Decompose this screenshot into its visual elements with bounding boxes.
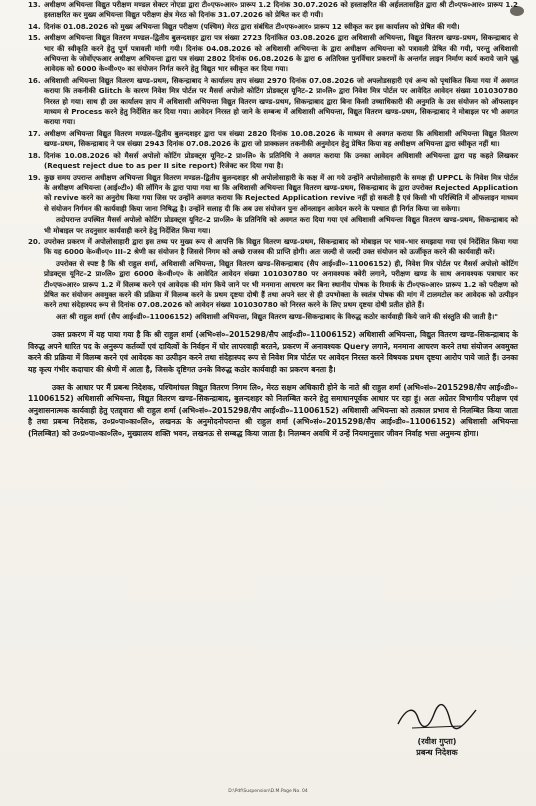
item-text: दिनांक 01.08.2026 को मुख्य अभियन्ता विद्युत परीक्षण (पश्चिम) मेरठ द्वारा संबंधित टी०एफ०आर० प्रारूप 12 स्वीकृत कर इस कार्यालय को प्रेषित की गयी।: [44, 21, 460, 31]
item-text: अधीक्षण अभियन्ता विद्युत परीक्षण मण्डल सेक्टर नोएडा द्वारा टी०एफ०आर० प्रारूप 1.2 दिनांक 30.07.2026 को हस्ताक्षरित की अर्हलतासहित द्वारा श्री टी०एफ०आर० प्रारूप 1.2 हस्ताक्षरित कर मुख्य अभियन्ता विद्युत परीक्षण क्षेत्र मेरठ को दिनांक 31.07.2026 को प्रेषित कर दी गयी।: [44, 0, 518, 20]
item-number: 16.: [28, 75, 41, 85]
signatory-name: (रवीश गुप्ता): [417, 737, 457, 746]
numbered-list: [28, 0, 518, 214]
item-number: 13.: [28, 0, 41, 9]
item-number: 20.: [28, 236, 41, 246]
item-number: 18.: [28, 150, 41, 160]
handwritten-signature: [392, 700, 482, 734]
list-item-15: [28, 33, 518, 75]
footer-file-code: D:\Pdf\Suspension\D.M.Page No. 04: [228, 789, 308, 794]
list-item-19: [28, 173, 518, 215]
item-number: 17.: [28, 128, 41, 138]
item-text: कुछ समय उपरान्त अधीक्षण अभियन्ता विद्युत वितरण मण्डल–द्वितीय बुलन्दशहर श्री अपोलोसाहारी के कक्ष में आ गये उन्होंने अपोलोसाहारी के समक्ष ही UPPCL के निवेश मित्र पोर्टल के अधीक्षण अभियन्ता (आई०टी०) की लॉगिन के द्वारा पाया गया था कि अधिशासी अभियन्ता विद्युत वितरण खण्ड–प्रथम, सिकन्द्राबाद के द्वारा उपरोक्त Rejected Application को revive करने का अनुरोध किया गया जिस पर उन्होंने अवगत कराया कि Rejected Application revive नहीं हो सकती है एवं किसी भी परिस्थिति में ऑफलाइन माध्यम से संयोजन निर्गमन की कार्यवाही किया जाना निषिद्ध है। उन्होंने सलाह दी कि अब उस संयोजन पुनः ऑनलाइन आवेदन करने के पश्चात ही निर्गत किया जा सकेगा।: [44, 172, 518, 213]
numbered-list-2: [28, 237, 518, 258]
document-body: [28, 0, 518, 440]
item-number: 15.: [28, 33, 41, 43]
list-item-17: [28, 129, 518, 150]
list-item-16: [28, 76, 518, 128]
item-text: अधिशासी अभियन्ता विद्युत वितरण खण्ड–प्रथम, सिकन्द्राबाद ने कार्यालय ज्ञाप संख्या 2970 दिनांक 07.08.2026 जो अपलोडसहारी एवं अन्य को पृथांकित किया गया में अवगत कराया कि तकनीकी Glitch के कारण निवेश मित्र पोर्टल पर मैसर्स अपोलो कोटिंग प्रोडक्ट्स यूनिट–2 प्रा०लि० द्वारा निवेश मित्र पोर्टल पर आवेदित आवेदन संख्या 101030780 निरस्त हो गया। साथ ही उस कार्यालय ज्ञाप में अधिशासी अभियन्ता विद्युत वितरण खण्ड–प्रथम, सिकन्द्राबाद द्वारा बिना किसी उच्चाधिकारी की अनुमति के उस संयोजन को ऑफलाइन माध्यम से Process करने हेतु निर्देशित कर दिया गया। आवेदन निरस्त हो जाने के सम्बन्ध में अधिशासी अभियन्ता, विद्युत वितरण खण्ड–प्रथम, सिकन्द्राबाद ने मोबाइल पर भी अवगत कराया गया।: [44, 75, 518, 127]
item-number: 14.: [28, 21, 41, 31]
paragraph-recommendation: अतः श्री राहुल शर्मा (सैप आई०डी०–11006152) अधिशासी अभियन्ता, विद्युत वितरण खण्ड–सिकन्द्राबाद के विरुद्ध कठोर कार्यवाही किये जाने की संस्तुति की जाती है।": [56, 311, 498, 321]
paragraph-findings: उक्त प्रकरण में यह पाया गया है कि श्री राहुल शर्मा (अभि०सं०–2015298/सैप आई०डी०–11006152) अधिशासी अभियन्ता, विद्युत वितरण खण्ड–सिकन्द्राबाद के विरुद्ध अपने धारित पद के अनुरूप कर्तव्यों एवं दायित्वों के निर्वहन में घोर लापरवाही बरतने, प्रकरण में अनावश्यक Query लगाने, मनमाना आचरण करने तथा संयोजन अवमुक्त करने की प्रक्रिया में विलम्ब करने एवं आवेदक का उत्पीड़न करने तथा संदेहास्पद रूप से निवेश मित्र पोर्टल पर आवेदन निरस्त करने विषयक प्रथम दृष्टया आरोप पाये जाते हैं। उनका यह कृत्य गंभीर कदाचार की श्रेणी में आता है, जिसके दृष्टिगत उनके विरुद्ध कठोर कार्यवाही का प्रकरण बनता है।: [28, 330, 518, 374]
item-number: 19.: [28, 172, 41, 182]
list-item-14: [28, 22, 518, 32]
paragraph-after-19: तदोपरान्त उपस्थित मैसर्स अपोलो कोटिंग प्रोडक्ट्स यूनिट–2 प्रा०लि० के प्रतिनिधि को अवगत करा दिया गया एवं अधिशासी अभियन्ता विद्युत वितरण खण्ड–प्रथम, सिकन्द्राबाद को भी मोबाइल पर तदनुसार कार्यवाही करने हेतु निर्देशित किया गया।: [44, 215, 518, 235]
item-text: उपरोक्त प्रकरण में अपोलोसाहारी द्वारा इस तथ्य पर मुख्य रूप से आपत्ति कि विद्युत वितरण खण्ड–प्रथम, सिकन्द्राबाद को मोबाइल पर भाव–भार समझाया गया एवं निर्देशित किया गया कि यह 6000 के०वी०ए० III–2 श्रेणी का संयोजन है जिससे निगम को अच्छे राजस्व की प्राप्ति होगी। अतः जल्दी से जल्दी उक्त संयोजन को ऊर्जीकृत करने की कार्यवाही करें।: [44, 236, 518, 257]
list-item-20: [28, 237, 518, 258]
paragraph-conclusion: उपरोक्त से स्पष्ट है कि श्री राहुल शर्मा, अधिशासी अभियन्ता, विद्युत वितरण खण्ड–सिकन्द्राबाद (सैप आई०डी०–11006152) ही, निवेश मित्र पोर्टल पर मैसर्स अपोलो कोटिंग प्रोडक्ट्स यूनिट–2 प्रा०लि० द्वारा 6000 के०वी०ए० के आवेदित आवेदन संख्या 101030780 पर अनावश्यक क्वेरी लगाने, परीक्षण खण्ड के साथ अनावश्यक पत्राचार कर टी०एफ०आर० प्रारूप 1.2 में विलम्ब करने एवं आवेदक की मांग किये जाने पर भी मनमाना आचरण कर बिना स्थानीय पोषक के रिमार्क के टी०एफ०आर० प्रारूप 1.2 को परीक्षण को प्रेषित कर संयोजन अवमुक्त करने की प्रक्रिया में विलम्ब करने के प्रथम दृष्टया दोषी हैं तथा अपने स्तर से ही उपभोक्ता के स्वतंत्र पोषक की मांग में टालमटोल कर आवेदक को उत्पीड़न करने तथा संदेहास्पद रूप से दिनांक 07.08.2026 को आवेदन संख्या 101030780 को निरस्त करने के लिए प्रथम दृष्टया दोषी प्रतीत होते हैं।: [44, 258, 518, 310]
list-item-18: [28, 151, 518, 172]
list-item-13: [28, 0, 518, 21]
paragraph-order: उक्त के आधार पर मैं प्रबन्ध निदेशक, पश्चिमांचल विद्युत वितरण निगम लि०, मेरठ सक्षम अधिकारी होने के नाते श्री राहुल शर्मा (अभि०सं०–2015298/सैप आई०डी०–11006152) अधिशासी अभियन्ता, विद्युत वितरण खण्ड–सिकन्द्राबाद, बुलन्दशहर को निलम्बित करने हेतु समाधानपूर्वक आधार पर रहा हूं। अतः अग्रेतर विभागीय परीक्षण एवं अनुशासनात्मक कार्यवाही हेतु एतद्द्वारा श्री राहुल शर्मा (अभि०सं०–2015298/सैप आई०डी०–11006152) अधिशासी अभियन्ता को तत्काल प्रभाव से निलम्बित किया जाता है तथा प्रबन्ध निदेशक, उ०प्र०पा०का०लि०, लखनऊ के अनुमोदनोपरान्त श्री राहुल शर्मा (अभि०सं०–2015298/सैप आई०डी०–11006152) अधिशासी अभियन्ता (निलम्बित) को उ०प्र०पा०का०लि०, मुख्यालय शक्ति भवन, लखनऊ से सम्बद्ध किया जाता है। निलम्बन अवधि में उन्हें नियमानुसार जीवन निर्वाह भत्ता अनुमन्य होगा।: [28, 382, 518, 438]
item-text: अधीक्षण अभियन्ता विद्युत वितरण मण्डल–द्वितीय बुलन्दशहर द्वारा पत्र संख्या 2723 दिनांकित 03.08.2026 द्वारा अधिशासी अभियन्ता, विद्युत वितरण खण्ड–प्रथम, सिकन्द्राबाद से भार की स्वीकृति करने हेतु पूर्ण पत्रावली मांगी गयी। दिनांक 04.08.2026 को अधिशासी अभियन्ता के द्वारा अधीक्षण अभियन्ता को पत्रावली प्रेषित की गयी, परन्तु अधिशासी अभियन्ता के जोर्वोएफआर अधीक्षण अभियन्ता द्वारा पत्र संख्या 2802 दिनांक 06.08.2026 के द्वारा 6 अतिरिक्त पुनर्विचार प्रकरणों के अन्तर्गत लाइन निर्माण कार्य कराये जाने एवं आवेदक को 6000 के०वी०ए० का संयोजन निर्गत करने हेतु विद्युत भार स्वीकृत कर दिया गया।: [44, 33, 518, 74]
signatory-title: प्रबन्ध निदेशक: [416, 748, 458, 757]
item-text: अधीक्षण अभियन्ता विद्युत वितरण मण्डल–द्वितीय बुलन्दशहर द्वारा पत्र संख्या 2820 दिनांक 10.08.2026 के माध्यम से अवगत कराया कि अधिशासी अभियन्ता विद्युत वितरण खण्ड–प्रथम, सिकन्द्राबाद ने पत्र संख्या 2943 दिनांक 07.08.2026 के द्वारा जो प्राक्कलन तकनीकी अनुमोदन हेतु प्रेषित किया वह अधीक्षण अभियन्ता द्वारा स्वीकृत नहीं था।: [44, 128, 518, 149]
signature-block: [372, 700, 502, 758]
item-text: दिनांक 10.08.2026 को मैसर्स अपोलो कोटिंग प्रोडक्ट्स यूनिट–2 प्रा०लि० के प्रतिनिधि ने अवगत कराया कि उनका आवेदन अधिशासी अभियन्ता द्वारा यह कहते लिखकर (Request reject due to as per II site report) रिजेक्ट कर दिया गया है।: [44, 150, 518, 171]
